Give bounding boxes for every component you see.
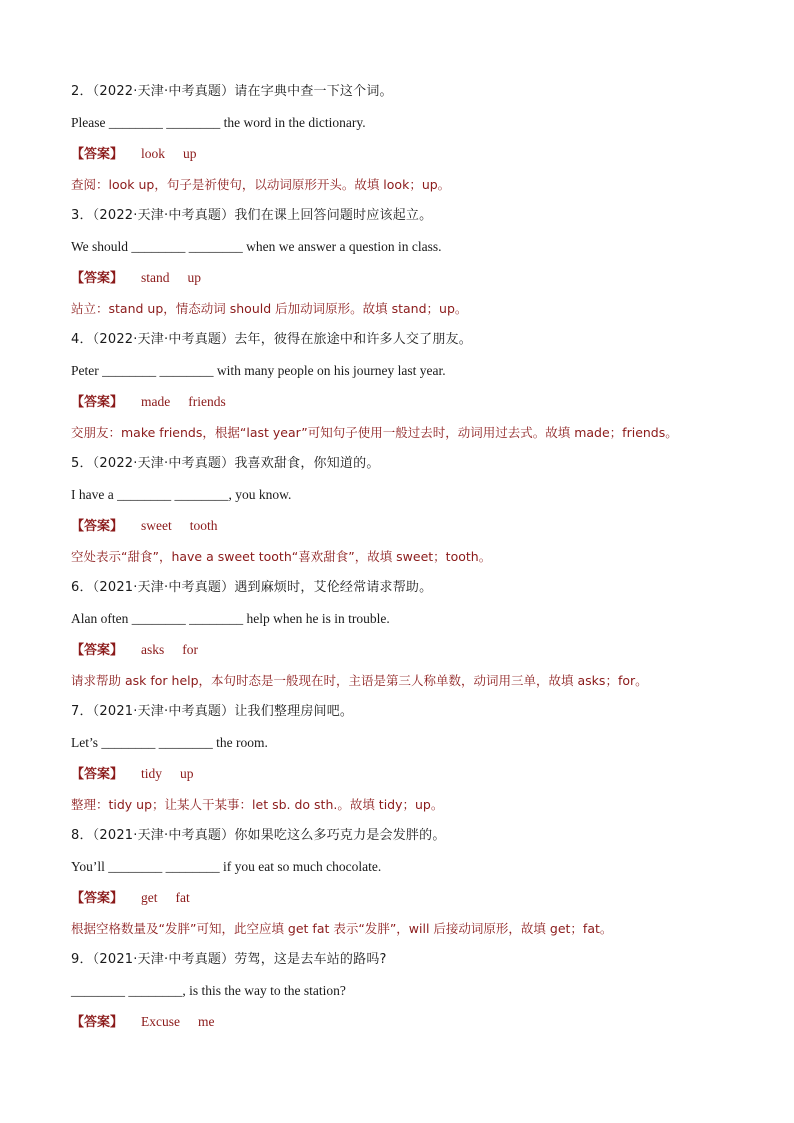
question-text: 9．（2021·天津·中考真题）劳驾，这是去车站的路吗? — [71, 952, 387, 967]
answer-label: 【答案】 — [71, 271, 124, 286]
answer-word: get — [141, 890, 158, 905]
explanation-text: 根据空格数量及“发胖”可知，此空应填 get fat 表示“发胖”，will 后接动词原形，故填 get；fat。 — [71, 921, 613, 936]
answer-label: 【答案】 — [71, 1015, 124, 1030]
explanation-text: 查阅：look up，句子是祈使句，以动词原形开头。故填 look；up。 — [71, 177, 451, 192]
answer-word: up — [187, 270, 201, 285]
exercise-list — [71, 80, 731, 1041]
fill-in-sentence: I have a ________ ________, you know. — [71, 487, 292, 502]
answer-word: friends — [188, 394, 226, 409]
answer-word: fat — [175, 890, 190, 905]
explanation-text: 整理：tidy up；让某人干某事：let sb. do sth.。故填 tidy；up。 — [71, 797, 444, 812]
question-text: 2．（2022·天津·中考真题）请在字典中查一下这个词。 — [71, 84, 393, 99]
answer-row — [71, 638, 731, 669]
answer-word: tidy — [141, 766, 163, 781]
fill-in-sentence: ________ ________, is this the way to the station? — [71, 983, 346, 998]
explanation-text: 空处表示“甜食”，have a sweet tooth“喜欢甜食”，故填 sweet；tooth。 — [71, 549, 492, 564]
explanation-text: 站立：stand up，情态动词 should 后加动词原形。故填 stand；up。 — [71, 301, 468, 316]
exercise-item — [71, 204, 731, 328]
answer-word: stand — [141, 270, 170, 285]
explanation-text: 请求帮助 ask for help，本句时态是一般现在时，主语是第三人称单数，动词用三单，故填 asks；for。 — [71, 673, 648, 688]
answer-row — [71, 142, 731, 173]
question-text: 4．（2022·天津·中考真题）去年，彼得在旅途中和许多人交了朋友。 — [71, 332, 472, 347]
answer-row — [71, 514, 731, 545]
answer-label: 【答案】 — [71, 767, 124, 782]
answer-word: up — [183, 146, 197, 161]
answer-row — [71, 1010, 731, 1041]
answer-word: made — [141, 394, 171, 409]
exercise-item — [71, 452, 731, 576]
explanation-text: 交朋友：make friends，根据“last year”可知句子使用一般过去时，动词用过去式。故填 made；friends。 — [71, 425, 678, 440]
fill-in-sentence: We should ________ ________ when we answer a question in class. — [71, 239, 442, 254]
answer-word: look — [141, 146, 166, 161]
answer-row — [71, 886, 731, 917]
fill-in-sentence: Please ________ ________ the word in the dictionary. — [71, 115, 366, 130]
exercise-item — [71, 80, 731, 204]
answer-label: 【答案】 — [71, 395, 124, 410]
exercise-item — [71, 824, 731, 948]
answer-word: sweet — [141, 518, 172, 533]
answer-word: asks — [141, 642, 165, 657]
answer-label: 【答案】 — [71, 891, 124, 906]
fill-in-sentence: You’ll ________ ________ if you eat so much chocolate. — [71, 859, 382, 874]
question-text: 5．（2022·天津·中考真题）我喜欢甜食，你知道的。 — [71, 456, 380, 471]
answer-label: 【答案】 — [71, 147, 124, 162]
exercise-item — [71, 700, 731, 824]
answer-word: Excuse — [141, 1014, 180, 1029]
answer-label: 【答案】 — [71, 519, 124, 534]
answer-label: 【答案】 — [71, 643, 124, 658]
answer-row — [71, 266, 731, 297]
question-text: 7．（2021·天津·中考真题）让我们整理房间吧。 — [71, 704, 354, 719]
answer-word: for — [182, 642, 198, 657]
exercise-item — [71, 576, 731, 700]
question-text: 8．（2021·天津·中考真题）你如果吃这么多巧克力是会发胖的。 — [71, 828, 446, 843]
answer-row — [71, 762, 731, 793]
exercise-item — [71, 948, 731, 1041]
answer-word: me — [197, 1014, 215, 1029]
answer-word: tooth — [189, 518, 218, 533]
question-text: 6．（2021·天津·中考真题）遇到麻烦时，艾伦经常请求帮助。 — [71, 580, 433, 595]
exercise-item — [71, 328, 731, 452]
answer-row — [71, 390, 731, 421]
fill-in-sentence: Let’s ________ ________ the room. — [71, 735, 268, 750]
fill-in-sentence: Peter ________ ________ with many people on his journey last year. — [71, 363, 446, 378]
question-text: 3．（2022·天津·中考真题）我们在课上回答问题时应该起立。 — [71, 208, 433, 223]
answer-word: up — [180, 766, 194, 781]
fill-in-sentence: Alan often ________ ________ help when he is in trouble. — [71, 611, 390, 626]
